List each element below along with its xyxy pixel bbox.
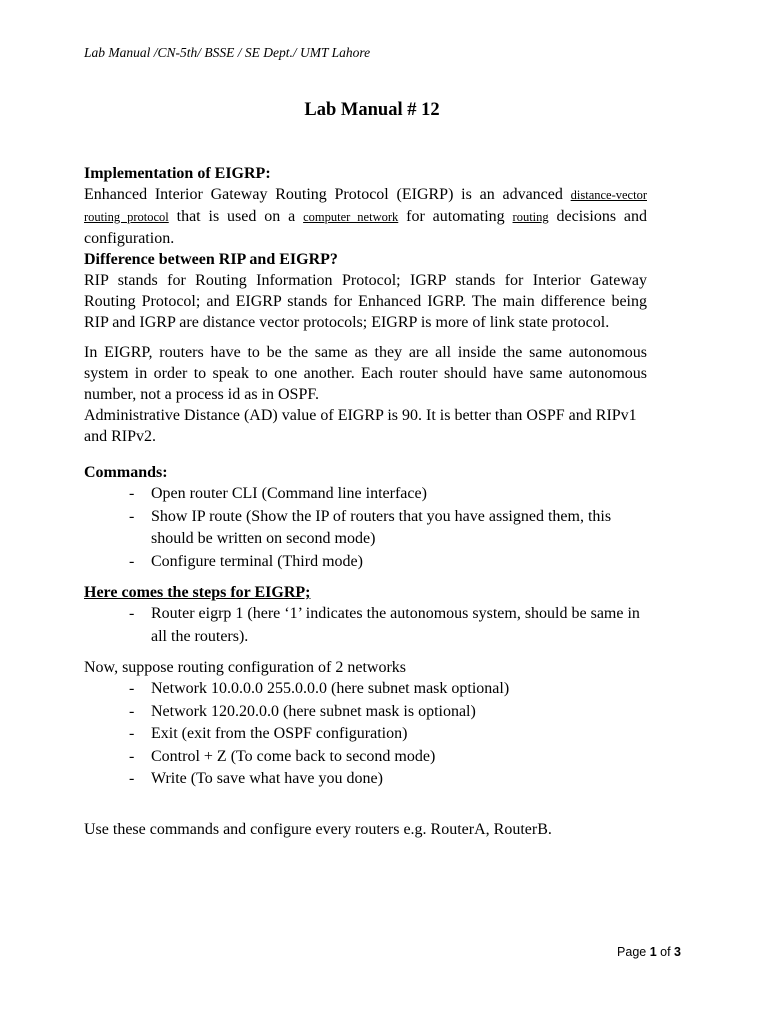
routing-link[interactable]: routing: [512, 210, 549, 224]
intro-text-3: for automating: [398, 208, 513, 225]
intro-text-4: decisions and configuration.: [84, 208, 648, 247]
list-item: - Configure terminal (Third mode): [129, 552, 363, 570]
steps-list: [84, 603, 647, 648]
network-steps-list: [84, 678, 647, 791]
page-content: [84, 163, 647, 840]
implementation-heading: Implementation of EIGRP:: [84, 165, 271, 182]
closing-paragraph: Use these commands and configure every routers e.g. RouterA, RouterB.: [84, 820, 552, 838]
difference-heading: Difference between RIP and EIGRP?: [84, 251, 338, 268]
intro-text-1: Enhanced Interior Gateway Routing Protocol (EIGRP) is an advanced: [84, 186, 571, 203]
list-item: - Show IP route (Show the IP of routers that you have assigned them, this should be written on second mode): [129, 507, 612, 547]
difference-paragraph: RIP stands for Routing Information Protocol; IGRP stands for Interior Gateway Routing Protocol; and EIGRP stands for Enhanced IGRP. The main difference being RIP and IGRP are distance vector protocols; EIGRP is more of link state protocol.: [84, 272, 647, 331]
commands-list: [84, 483, 647, 573]
list-item: - Network 10.0.0.0 255.0.0.0 (here subnet mask optional): [129, 680, 510, 697]
list-item: - Write (To save what have you done): [129, 770, 383, 787]
distance-vector-link[interactable]: distance-vector routing protocol: [84, 188, 647, 224]
steps-heading: Here comes the steps for EIGRP;: [84, 584, 311, 601]
list-item: - Open router CLI (Command line interface): [129, 485, 427, 502]
list-item: - Exit (exit from the OSPF configuration): [129, 725, 408, 742]
intro-paragraph: [84, 184, 647, 249]
list-item: - Control + Z (To come back to second mode): [129, 747, 436, 765]
page-header: Lab Manual /CN-5th/ BSSE / SE Dept./ UMT Lahore: [84, 45, 371, 60]
page-title: Lab Manual # 12: [304, 100, 440, 120]
computer-network-link[interactable]: computer network: [303, 210, 399, 224]
autonomous-system-paragraph: In EIGRP, routers have to be the same as they are all inside the same autonomous system in order to speak to one another. Each router should have same autonomous number, not a process id as in OSPF.: [84, 344, 647, 403]
commands-heading: Commands:: [84, 464, 168, 481]
networks-intro: Now, suppose routing configuration of 2 networks: [84, 659, 407, 676]
list-item: - Router eigrp 1 (here ‘1’ indicates the autonomous system, should be same in all the routers).: [129, 605, 640, 645]
page-number: Page 1 of 3: [617, 945, 681, 959]
total-pages: 3: [674, 945, 681, 959]
list-item: - Network 120.20.0.0 (here subnet mask is optional): [129, 702, 476, 720]
administrative-distance-paragraph: Administrative Distance (AD) value of EIGRP is 90. It is better than OSPF and RIPv1 and RIPv2.: [84, 407, 637, 445]
current-page: 1: [649, 945, 657, 959]
intro-text-2: that is used on a: [168, 208, 304, 225]
